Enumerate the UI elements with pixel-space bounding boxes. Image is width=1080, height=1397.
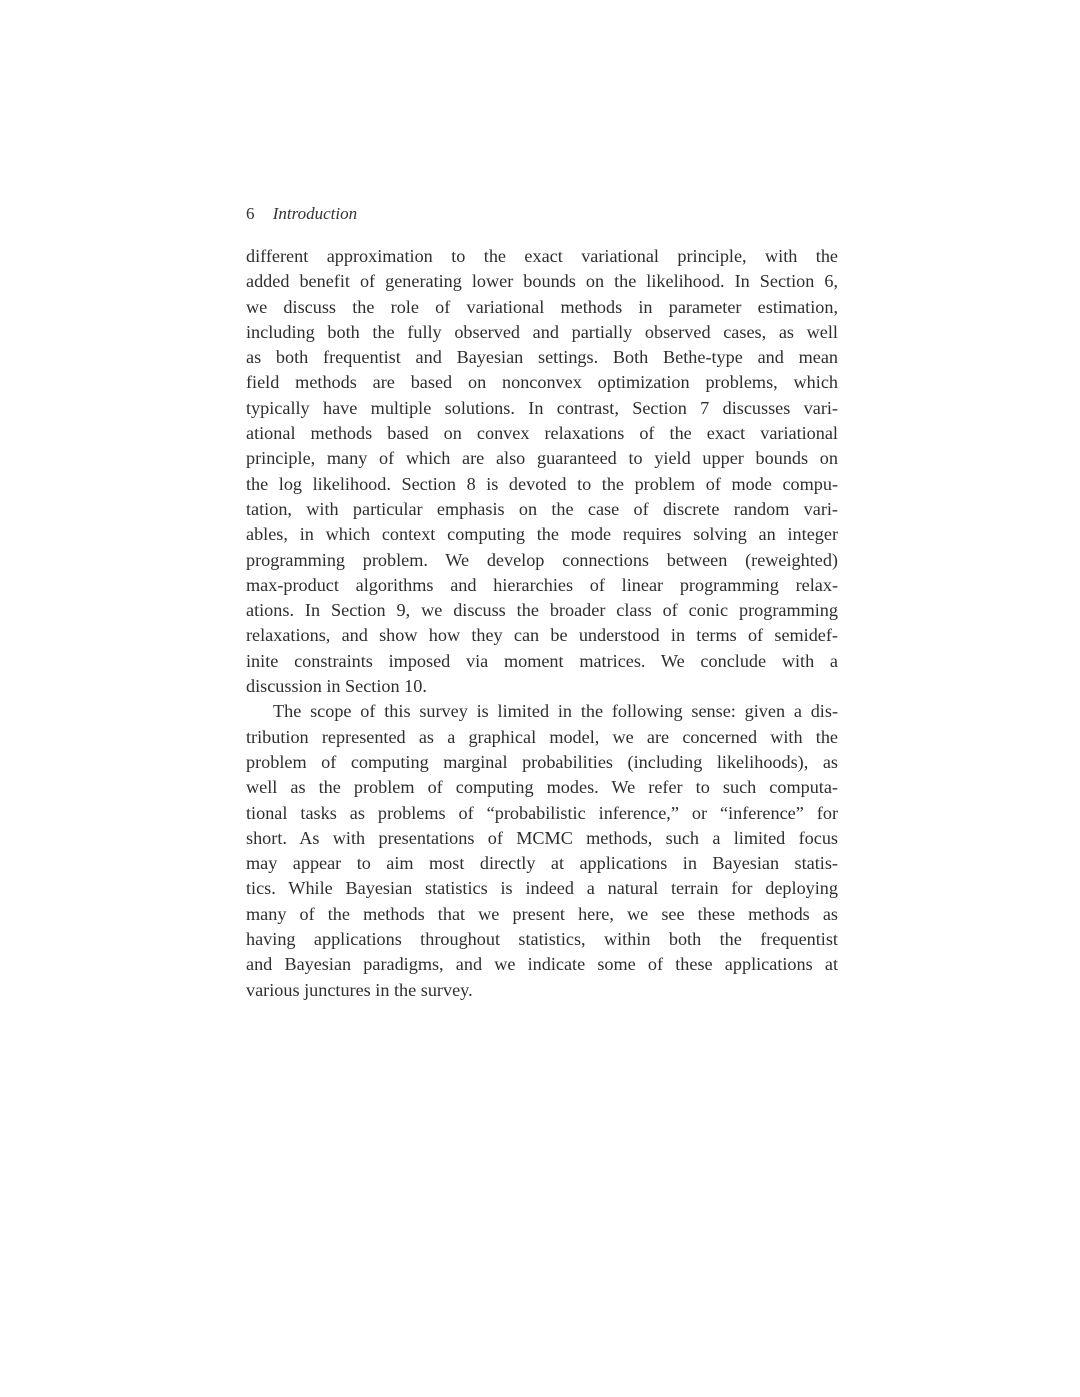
text-line: as both frequentist and Bayesian settings. Both Bethe-type and mean [246, 347, 838, 368]
paragraph-2 [246, 699, 838, 1003]
text-line: problem of computing marginal probabilities (including likelihoods), as [246, 751, 838, 772]
text-line: added benefit of generating lower bounds on the likelihood. In Section 6, [246, 271, 838, 292]
body-text [246, 244, 838, 1003]
text-line: we discuss the role of variational methods in parameter estimation, [246, 296, 838, 317]
text-line: typically have multiple solutions. In contrast, Section 7 discusses vari- [246, 397, 838, 418]
text-line: having applications throughout statistics, within both the frequentist [246, 929, 838, 950]
text-line: inite constraints imposed via moment matrices. We conclude with a [246, 650, 838, 671]
paragraph-1 [246, 244, 838, 699]
text-line: tics. While Bayesian statistics is indeed a natural terrain for deploying [246, 878, 838, 899]
chapter-title: Introduction [272, 204, 358, 223]
text-line: field methods are based on nonconvex optimization problems, which [246, 372, 838, 393]
text-line: may appear to aim most directly at applications in Bayesian statis- [246, 853, 838, 874]
text-line: tribution represented as a graphical model, we are concerned with the [246, 726, 838, 747]
text-line: The scope of this survey is limited in the following sense: given a dis- [273, 701, 838, 722]
text-line: various junctures in the survey. [246, 979, 473, 1000]
text-line: max-product algorithms and hierarchies of linear programming relax- [246, 574, 838, 595]
text-line: tation, with particular emphasis on the case of discrete random vari- [246, 498, 838, 519]
text-line: principle, many of which are also guaranteed to yield upper bounds on [246, 448, 838, 469]
text-line: different approximation to the exact variational principle, with the [246, 246, 838, 266]
text-line: well as the problem of computing modes. We refer to such computa- [246, 777, 838, 798]
text-line: ations. In Section 9, we discuss the broader class of conic programming [246, 600, 838, 621]
text-line: the log likelihood. Section 8 is devoted to the problem of mode compu- [246, 473, 838, 494]
text-line: relaxations, and show how they can be understood in terms of semidef- [246, 625, 838, 646]
text-line: discussion in Section 10. [246, 676, 427, 697]
text-line: many of the methods that we present here, we see these methods as [246, 903, 838, 924]
text-line: ational methods based on convex relaxations of the exact variational [246, 423, 838, 444]
text-line: programming problem. We develop connections between (reweighted) [246, 549, 838, 570]
text-line: including both the fully observed and partially observed cases, as well [246, 321, 838, 342]
page-number: 6 [246, 204, 255, 223]
text-line: and Bayesian paradigms, and we indicate some of these applications at [246, 954, 838, 975]
text-line: ables, in which context computing the mode requires solving an integer [246, 524, 838, 545]
text-line: short. As with presentations of MCMC methods, such a limited focus [246, 827, 838, 848]
text-line: tional tasks as problems of “probabilistic inference,” or “inference” for [246, 802, 838, 823]
running-header [246, 202, 838, 226]
